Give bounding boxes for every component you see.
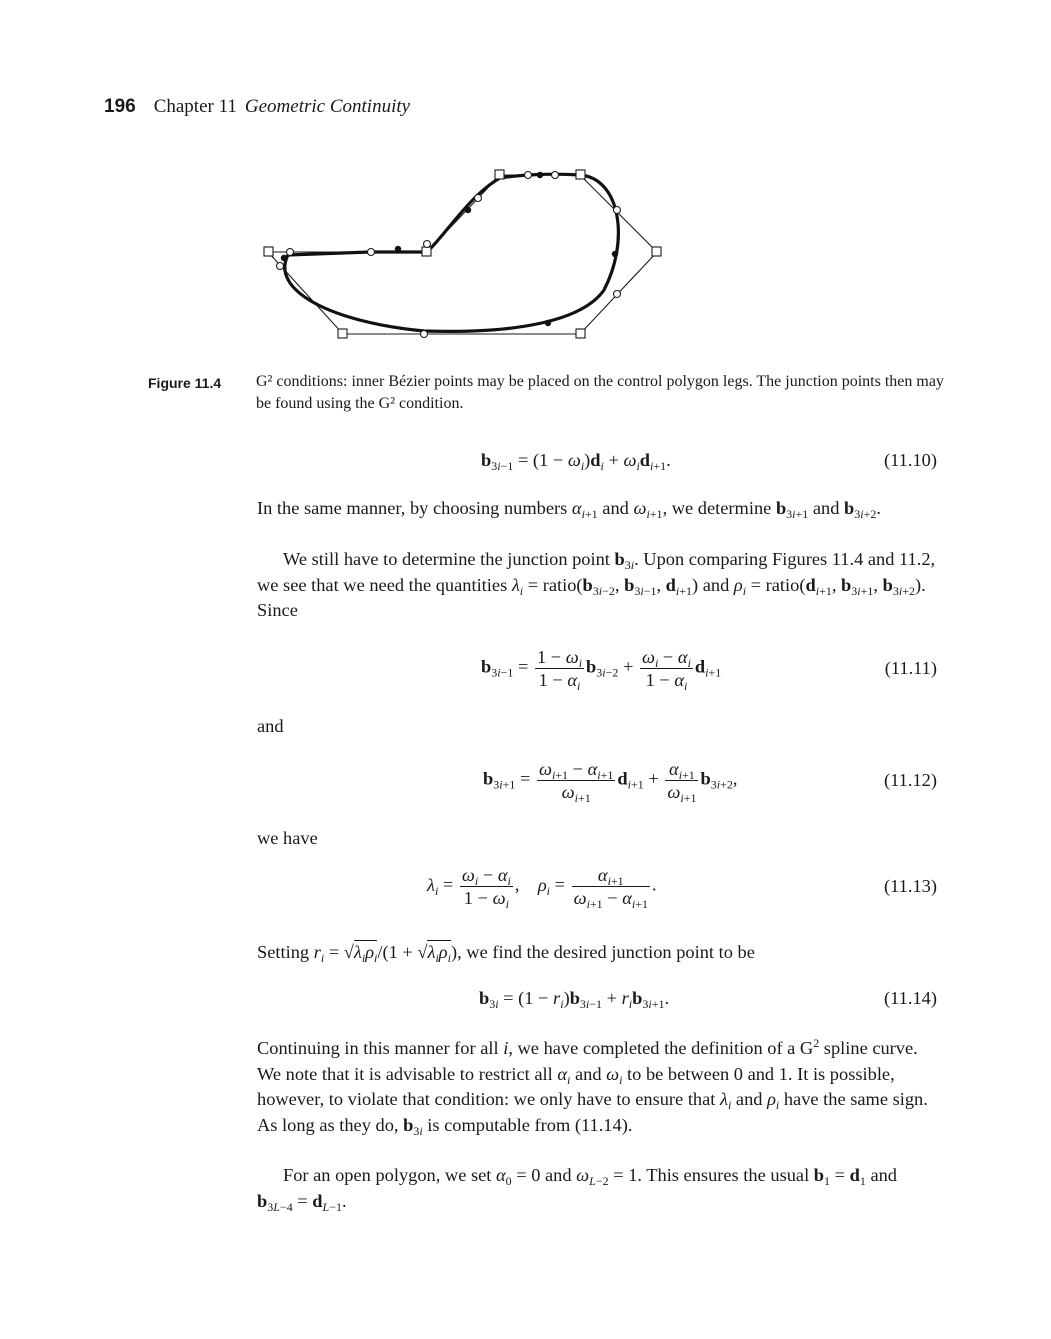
chapter-label: Chapter 11 [153,96,237,117]
equation-11-13-formula: $\lambda_i$ = $\frac{\omega_i - \alpha_i}{1 - \omega_i}$ , $\rho_i$ = $\frac{\alpha_{i+1}}{\omega_{i+1} - \alpha_{i+1}}$ . [427,865,657,911]
junction-points [281,172,618,326]
equation-11-12-formula: $b_{3i+1}$ = $\frac{\omega_{i+1} - \alpha_{i+1}}{\omega_{i+1}}$ $d_{i+1}$ + $\frac{\alpha_{i+1}}{\omega_{i+1}}$ $b_{3i+2}$, [483,759,738,805]
text-we-have: we have [257,828,318,848]
equation-11-12 [257,758,937,810]
paragraph-2: We still have to determine the junction point $b_{3i}$. Upon comparing Figures 11.4 and 11.2, we see that we need the quantities $\lambda_i$ = $ratio(b_{3i-2}$, $b_{3i-1}$, $d_{i+1}$) and $\rho_i$ = $ratio(d_{i+1}$, $b_{3i+1}$, $b_{3i+2}$). Since [257,549,936,620]
equation-11-11-number: (11.11) [884,658,937,678]
running-header [104,96,410,118]
page-number: 196 [104,96,136,117]
paragraph-4: For an open polygon, we set $\alpha_0 = 0$ and $\omega_{L-2} = 1$. This ensures the usual $b_1 = d_1$ and $b_{3L-4} = d_{L-1}$. [257,1165,897,1214]
equation-11-14-formula: $b_{3i} = (1 - r_i)b_{3i-1} + r_ib_{3i+1}$. [479,988,670,1011]
equation-11-14 [257,988,937,1028]
spline-curve [285,174,619,331]
chapter-title: Geometric Continuity [244,96,411,117]
equation-11-11-formula: $b_{3i-1}$ = $\frac{1 - \omega_i}{1 - \alpha_i}$ $b_{3i-2}$ + $\frac{\omega_i - \alpha_i}{1 - \alpha_i}$ $d_{i+1}$ [481,647,722,693]
equation-11-13 [257,864,937,916]
text-and: and [257,716,284,736]
equation-11-10-number: (11.10) [884,450,937,470]
paragraph-setting: Setting $r_i = √\lambda_i\rho_i/(1 + √\lambda_i\rho_i)$, we find the desired junction point to be [257,942,755,965]
paragraph-1: In the same manner, by choosing numbers $\alpha_{i+1}$ and $\omega_{i+1}$, we determine $b_{3i+1}$ and $b_{3i+2}$. [257,498,882,521]
paragraph-3: Continuing in this manner for all i, we have completed the definition of a $G^2$ spline curve. We note that it is advisable to restrict all $\alpha_i$ and $\omega_i$ to be between 0 and 1. It is possible, however, to violate that condition: we only have to ensure that $\lambda_i$ and $\rho_i$ have the same sign. As long as they do, $b_{3i}$ is computable from (11.14). [257,1036,928,1138]
equation-11-10 [257,450,937,490]
figure-caption-text: G² conditions: inner Bézier points may be placed on the control polygon legs. The junction points then may be found using the G² condition. [256,373,944,412]
equation-11-11 [257,646,937,698]
figure-11-4-diagram [262,166,672,346]
equation-11-10-formula: $b_{3i-1} = (1 - \omega_i)d_i + \omega_id_{i+1}$. [481,450,671,473]
figure-label: Figure 11.4 [148,375,222,391]
equation-11-12-number: (11.12) [884,770,937,790]
equation-11-14-number: (11.14) [884,988,937,1008]
equation-11-13-number: (11.13) [884,876,937,896]
